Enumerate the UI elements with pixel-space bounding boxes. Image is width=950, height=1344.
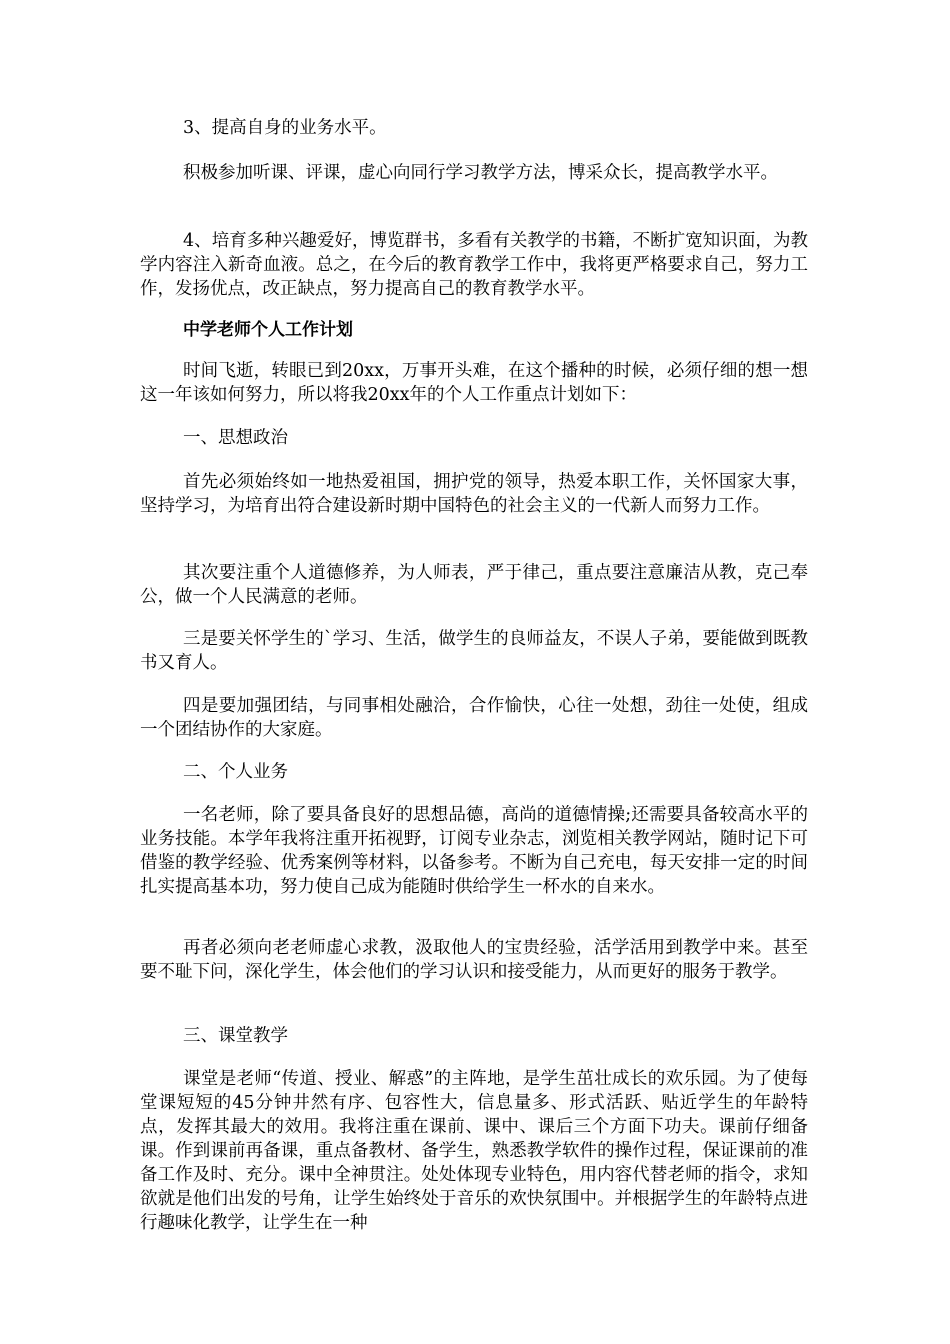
paragraph-morality: 其次要注重个人道德修养，为人师表，严于律己，重点要注意廉洁从教，克己奉公，做一个人民满意的老师。 <box>140 563 808 607</box>
paragraph-skills: 一名老师，除了要具备良好的思想品德，高尚的道德情操;还需要具备较高水平的业务技能。本学年我将注重开拓视野，订阅专业杂志，浏览相关教学网站，随时记下可借鉴的教学经验、优秀案例等材料，以备参考。不断为自己充电，每天安排一定的时间扎实提高基本功，努力使自己成为能随时供给学生一杯水的自来水。 <box>140 805 808 897</box>
paragraph-care-students: 三是要关怀学生的`学习、生活，做学生的良师益友，不误人子弟，要能做到既教书又育人。 <box>140 629 808 673</box>
paragraph-love-country: 首先必须始终如一地热爱祖国，拥护党的领导，热爱本职工作，关怀国家大事，坚持学习，为培育出符合建设新时期中国特色的社会主义的一代新人而努力工作。 <box>140 472 808 516</box>
heading-classroom-teaching: 三、课堂教学 <box>183 1026 288 1046</box>
paragraph-classroom: 课堂是老师“传道、授业、解惑”的主阵地，是学生茁壮成长的欢乐园。为了使每堂课短短的45分钟井然有序、包容性大，信息量多、形式活跃、贴近学生的年龄特点，发挥其最大的效用。我将注重在课前、课中、课后三个方面下功夫。课前仔细备课。作到课前再备课，重点备教材、备学生，熟悉教学软件的操作过程，保证课前的准备工作及时、充分。课中全神贯注。处处体现专业特色，用内容代替老师的指令，求知欲就是他们出发的号角，让学生始终处于音乐的欢快氛围中。并根据学生的年龄特点进行趣味化教学，让学生在一种 <box>140 1069 808 1233</box>
heading-personal-business: 二、个人业务 <box>183 762 288 782</box>
section-title: 中学老师个人工作计划 <box>183 320 353 340</box>
paragraph-unity: 四是要加强团结，与同事相处融洽，合作愉快，心往一处想，劲往一处使，组成一个团结协作的大家庭。 <box>140 696 808 740</box>
paragraph-intro: 时间飞逝，转眼已到20xx，万事开头难，在这个播种的时候，必须仔细的想一想这一年该如何努力，所以将我20xx年的个人工作重点计划如下： <box>140 361 808 405</box>
paragraph-item-3-heading: 3、提高自身的业务水平。 <box>183 118 387 138</box>
paragraph-item-4-interests: 4、培育多种兴趣爱好，博览群书，多看有关教学的书籍，不断扩宽知识面，为教学内容注入新奇血液。总之，在今后的教育教学工作中，我将更严格要求自己，努力工作，发扬优点，改正缺点，努力提高自己的教育教学水平。 <box>140 231 808 299</box>
paragraph-listen-evaluate: 积极参加听课、评课，虚心向同行学习教学方法，博采众长，提高教学水平。 <box>183 163 778 183</box>
heading-ideology-politics: 一、思想政治 <box>183 428 288 448</box>
paragraph-learn-from-seniors: 再者必须向老老师虚心求教，汲取他人的宝贵经验，活学活用到教学中来。甚至要不耻下问，深化学生，体会他们的学习认识和接受能力，从而更好的服务于教学。 <box>140 938 808 982</box>
